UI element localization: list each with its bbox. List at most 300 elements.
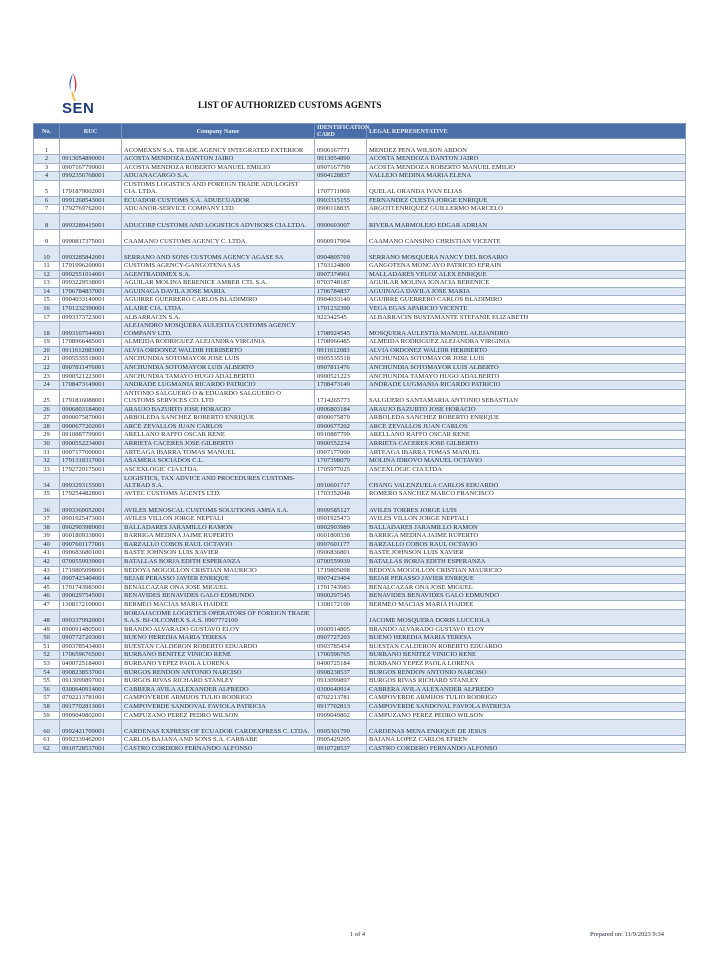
cell-no: 31 <box>34 448 60 457</box>
cell-id: 1706784837 <box>315 287 367 296</box>
cell-id: 1714265773 <box>315 389 367 405</box>
cell-rep: BEJAR PERASSO JAVIER ENRIQUE <box>367 575 686 584</box>
table-row <box>34 405 686 414</box>
table-row <box>34 515 686 524</box>
cell-company: BENALCAZAR ONA JOSE MIGUEL <box>122 583 315 592</box>
cell-company: CAMPUZANO PEREZ PEDRO WILSON <box>122 711 315 720</box>
cell-id: 0400725184 <box>315 659 367 668</box>
cell-ruc: 1792729175001 <box>60 465 122 474</box>
table-row <box>34 261 686 270</box>
cell-ruc: 0900297545001 <box>60 592 122 601</box>
cell-no: 59 <box>34 711 60 720</box>
cell-rep: GANGOTENA MONCAYO PATRICIO EFRAIN <box>367 261 686 270</box>
table-row <box>34 355 686 364</box>
cell-rep: BASTE JOHNSON LUIS XAVIER <box>367 549 686 558</box>
page-number: 1 of 4 <box>350 931 366 938</box>
cell-rep: AGUIRRE GUERRERO CARLOS BLADIMIRO <box>367 296 686 305</box>
cell-company: ALAIRE CIA. LTDA. <box>122 304 315 313</box>
cell-no: 18 <box>34 322 60 338</box>
table-row <box>34 532 686 541</box>
cell-id: 1705977025 <box>315 465 367 474</box>
cell-id: 1706596765 <box>315 651 367 660</box>
table-row <box>34 625 686 634</box>
cell-id: 0900118835 <box>315 205 367 214</box>
table-row <box>34 744 686 753</box>
cell-rep: QUELAL ORANDA IVAN ELIAS <box>367 180 686 196</box>
cell-ruc: 1719805098001 <box>60 566 122 575</box>
cell-no: 47 <box>34 600 60 609</box>
cell-id: 0703748187 <box>315 279 367 288</box>
cell-company: CARLOS BAJANA AND SONS S.A. CARBABE <box>122 736 315 745</box>
cell-company: BASTE JOHNSON LUIS XAVIER <box>122 549 315 558</box>
cell-id: 0910728537 <box>315 744 367 753</box>
cell-ruc: 0913099897001 <box>60 677 122 686</box>
cell-no: 8 <box>34 213 60 229</box>
logo <box>62 72 114 120</box>
cell-id: 0901925473 <box>315 515 367 524</box>
cell-ruc: 0903785434001 <box>60 642 122 651</box>
table-row <box>34 659 686 668</box>
cell-ruc: 0900521223001 <box>60 372 122 381</box>
cell-rep: ANCHUNDIA TAMAYO HUGO ADALBERTO <box>367 372 686 381</box>
cell-rep: ALVIA ORDONEZ WALDIR HERIBERTO <box>367 346 686 355</box>
table-row <box>34 685 686 694</box>
cell-rep: BEDOYA MOGOLLON CRISTIAN MAURICIO <box>367 566 686 575</box>
table-row <box>34 490 686 499</box>
cell-id: 0906836801 <box>315 549 367 558</box>
cell-id: 1719805098 <box>315 566 367 575</box>
cell-rep: BATALLAS BORJA EDITH ESPERANZA <box>367 558 686 567</box>
table-row <box>34 163 686 172</box>
table-row <box>34 422 686 431</box>
cell-company: ASAMERA SOCIADOS C.L. <box>122 457 315 466</box>
table-row <box>34 414 686 423</box>
cell-rep: ARRIETA CACERES JOSE GILBERTO <box>367 440 686 449</box>
cell-no: 45 <box>34 583 60 592</box>
cell-ruc: 1708473149001 <box>60 381 122 390</box>
logo-flame-icon <box>66 72 80 102</box>
cell-id: 0907727203 <box>315 634 367 643</box>
cell-company: ANCHUNDIA SOTOMAYOR LUIS ALBERTO <box>122 363 315 372</box>
cell-id: 0910887799 <box>315 431 367 440</box>
cell-id: 0900914805 <box>315 625 367 634</box>
cell-company: AGUIRRE GUERRERO CARLOS BLADIMIRO <box>122 296 315 305</box>
table-row <box>34 389 686 405</box>
cell-rep: CAMPUZANO PEREZ PEDRO WILSON <box>367 711 686 720</box>
cell-company: ACOSTA MENDOZA DANTON JAIRO <box>122 155 315 164</box>
cell-rep: ACOSTA MENDOZA DANTON JAIRO <box>367 155 686 164</box>
cell-no: 57 <box>34 694 60 703</box>
cell-ruc: 1701232390001 <box>60 304 122 313</box>
cell-ruc: 0993285842001 <box>60 245 122 261</box>
cell-no: 21 <box>34 355 60 364</box>
cell-no: 52 <box>34 651 60 660</box>
cell-no: 53 <box>34 659 60 668</box>
cell-company: ARTEAGA IBARRA TOMAS MANUEL <box>122 448 315 457</box>
cell-no: 40 <box>34 540 60 549</box>
table-row <box>34 245 686 261</box>
cell-id: 0903315155 <box>315 196 367 205</box>
cell-rep: SALGUERO SANTAMARIA ANTONIO SEBASTIAN <box>367 389 686 405</box>
cell-company: CAAMANO CUSTOMS AGENCY C. LTDA. <box>122 229 315 245</box>
cell-no: 41 <box>34 549 60 558</box>
cell-no: 43 <box>34 566 60 575</box>
cell-ruc: 1791318317001 <box>60 457 122 466</box>
cell-company: AGUINAGA DAVILA JOSE MARIA <box>122 287 315 296</box>
cell-company: ADUANACARGO S.A. <box>122 172 315 181</box>
cell-id: 0900075870 <box>315 414 367 423</box>
cell-rep: BUESTAN CALDERON ROBERTO EDUARDO <box>367 642 686 651</box>
cell-company: ALEJANDRO MOSQUERA AULESTIA CUSTOMS AGENCY COMPANY LTD. <box>122 322 315 338</box>
cell-ruc: 1701743983001 <box>60 583 122 592</box>
cell-company: ADUCORP CUSTOMS AND LOGISTICS ADVISORS CIA.LTDA. <box>122 213 315 229</box>
table-row <box>34 139 686 155</box>
cell-rep: CAMPOVERDE ARMIJOS TULIO RODRIGO <box>367 694 686 703</box>
cell-no: 32 <box>34 457 60 466</box>
table-row <box>34 363 686 372</box>
cell-id: 0900297545 <box>315 592 367 601</box>
cell-ruc: 0702213781001 <box>60 694 122 703</box>
cell-no: 20 <box>34 346 60 355</box>
cell-company: AVILES VILLON JORGE NEPTALI <box>122 515 315 524</box>
cell-company: AGUILAR MOLINA BERENICE AMBER CTL S.A. <box>122 279 315 288</box>
cell-ruc: 0993369052001 <box>60 499 122 515</box>
cell-ruc: 1791996200001 <box>60 261 122 270</box>
cell-company: ANCHUNDIA TAMAYO HUGO ADALBERTO <box>122 372 315 381</box>
cell-id: 0906803184 <box>315 405 367 414</box>
cell-ruc: 0906836801001 <box>60 549 122 558</box>
cell-id: 0917702813 <box>315 702 367 711</box>
table-row <box>34 431 686 440</box>
cell-ruc: 0700559939001 <box>60 558 122 567</box>
col-header-company: Company Name <box>122 124 315 139</box>
table-row <box>34 322 686 338</box>
table-row <box>34 677 686 686</box>
cell-no: 9 <box>34 229 60 245</box>
cell-no: 30 <box>34 440 60 449</box>
cell-company: BURBANO BENITEZ VINICIO RENE <box>122 651 315 660</box>
cell-id: 0913054890 <box>315 155 367 164</box>
cell-ruc: 0990817375001 <box>60 229 122 245</box>
cell-no: 44 <box>34 575 60 584</box>
cell-no: 6 <box>34 196 60 205</box>
cell-rep: VEGA EGAS APARICIO VICENTE <box>367 304 686 313</box>
cell-ruc: 0902903989001 <box>60 523 122 532</box>
cell-company: BRANDO ALVARADO GUSTAVO ELOY <box>122 625 315 634</box>
cell-no: 54 <box>34 668 60 677</box>
cell-no: 4 <box>34 172 60 181</box>
cell-id: 1703124800 <box>315 261 367 270</box>
cell-id: 0900603007 <box>315 213 367 229</box>
cell-no: 2 <box>34 155 60 164</box>
cell-rep: CAAMANO CANSINO CHRISTIAN VICENTE <box>367 229 686 245</box>
cell-company: ARRIETA CACERES JOSE GILBERTO <box>122 440 315 449</box>
cell-ruc: 0900914805001 <box>60 625 122 634</box>
cell-ruc: 0910728537001 <box>60 744 122 753</box>
table-row <box>34 523 686 532</box>
cell-company: ACOSTA MENDOZA ROBERTO MANUEL EMILIO <box>122 163 315 172</box>
cell-rep: ANDRADE LUGMANIA RICARDO PATRICIO <box>367 381 686 390</box>
cell-rep: BENAVIDES BENAVIDES GALO EDMUNDO <box>367 592 686 601</box>
cell-company: CUSTOMS LOGISTICS AND FOREIGN TRADE ADULOGIST CIA. LTDA. <box>122 180 315 196</box>
cell-rep: ALMEIDA RODRIGUEZ ALEJANDRA VIRGINIA <box>367 338 686 347</box>
cell-rep: ARELLANO RAFFO OSCAR RENE <box>367 431 686 440</box>
cell-id: 0907811476 <box>315 363 367 372</box>
cell-id: 0913099897 <box>315 677 367 686</box>
cell-id: 1708966485 <box>315 338 367 347</box>
cell-no: 12 <box>34 270 60 279</box>
cell-ruc: 0907811476001 <box>60 363 122 372</box>
cell-id: 0907601177 <box>315 540 367 549</box>
cell-company: AGENTRADIMEX S.A. <box>122 270 315 279</box>
table-row <box>34 609 686 625</box>
table-row <box>34 313 686 322</box>
cell-rep: AGUILAR MOLINA IGNACIA BERENICE <box>367 279 686 288</box>
cell-id: 0910601717 <box>315 474 367 490</box>
cell-id: 0907177000 <box>315 448 367 457</box>
cell-rep: BURGOS RENDON ANTONIO NARCISO <box>367 668 686 677</box>
cell-id: 0908238537 <box>315 668 367 677</box>
cell-company: ASCEXLOGIC CIA LTDA. <box>122 465 315 474</box>
cell-no: 35 <box>34 490 60 499</box>
table-row <box>34 668 686 677</box>
cell-id: 0907374961 <box>315 270 367 279</box>
cell-no: 49 <box>34 625 60 634</box>
table-row <box>34 583 686 592</box>
cell-rep: BURBANO BENITEZ VINICIO RENE <box>367 651 686 660</box>
cell-ruc: 0907177000001 <box>60 448 122 457</box>
cell-rep: AVILES VILLON JORGE NEPTALI <box>367 515 686 524</box>
cell-ruc: 0993293155001 <box>60 474 122 490</box>
cell-rep: MENDEZ PENA WILSON ABDON <box>367 139 686 155</box>
cell-id: 0904805769 <box>315 245 367 261</box>
cell-company: ARBOLEDA SANCHEZ ROBERTO ENRIQUE <box>122 414 315 423</box>
cell-id <box>315 609 367 625</box>
table-row <box>34 575 686 584</box>
cell-company: BURBANO YEPEZ PAOLA LORENA <box>122 659 315 668</box>
cell-rep: CHANG VALENZUELA CARLOS EDUARDO <box>367 474 686 490</box>
table-row <box>34 213 686 229</box>
cell-ruc: 0910887799001 <box>60 431 122 440</box>
cell-id: 1703352048 <box>315 490 367 499</box>
cell-no: 62 <box>34 744 60 753</box>
cell-id: 1708473149 <box>315 381 367 390</box>
cell-ruc <box>60 139 122 155</box>
cell-rep: CAMPOVERDE SANDOVAL FAVIOLA PATRICIA <box>367 702 686 711</box>
cell-id: 1701743983 <box>315 583 367 592</box>
cell-ruc: 0400725184001 <box>60 659 122 668</box>
col-header-rep: LEGAL REPRESENTATIVE <box>367 124 686 139</box>
cell-no: 3 <box>34 163 60 172</box>
table-row <box>34 346 686 355</box>
table-row <box>34 720 686 736</box>
cell-id: 0900521223 <box>315 372 367 381</box>
cell-company: CARDENAS EXPRESS OF ECUADOR CARDEXPRESS C. LTDA. <box>122 720 315 736</box>
cell-company: ECUADOR CUSTOMS S.A. ADUECUADOR <box>122 196 315 205</box>
cell-id: 1701232390 <box>315 304 367 313</box>
cell-rep: CABRERA AVILA ALEXANDER ALFREDO <box>367 685 686 694</box>
cell-id: 0702213781 <box>315 694 367 703</box>
table-row <box>34 651 686 660</box>
cell-ruc: 0993379920001 <box>60 609 122 625</box>
cell-ruc: 1706596765001 <box>60 651 122 660</box>
cell-ruc: 0917702813001 <box>60 702 122 711</box>
cell-company: ANTONIO SALGUERO O & EDUARDO SALGUERO O CUSTOMS SERVICES CO. LTD <box>122 389 315 405</box>
cell-rep: BENALCAZAR ONA JOSE MIGUEL <box>367 583 686 592</box>
cell-rep: BRANDO ALVARADO GUSTAVO ELOY <box>367 625 686 634</box>
cell-ruc: 0913054890001 <box>60 155 122 164</box>
cell-ruc: 0900677202001 <box>60 422 122 431</box>
cell-no: 14 <box>34 287 60 296</box>
cell-company: BURGOS RIVAS RICHARD STANLEY <box>122 677 315 686</box>
cell-ruc: 0904033149001 <box>60 296 122 305</box>
cell-company: BEDOYA MOGOLLON CRISTIAN MAURICIO <box>122 566 315 575</box>
table-row <box>34 270 686 279</box>
cell-rep: AVILES TORRES JORGE LUIS <box>367 499 686 515</box>
cell-rep: AGUINAGA DAVILA JOSE MARIA <box>367 287 686 296</box>
cell-company: ALMEIDA RODRIGUEZ ALEJANDRA VIRGINIA <box>122 338 315 347</box>
cell-id: 0904033149 <box>315 296 367 305</box>
cell-rep: ANCHUNDIA SOTOMAYOR JOSE LUIS <box>367 355 686 364</box>
cell-rep: SERRANO MOSQUERA NANCY DEL ROSARIO <box>367 245 686 261</box>
cell-company: BERMEO MACIAS MARIA HAIDEE <box>122 600 315 609</box>
cell-no: 27 <box>34 414 60 423</box>
cell-ruc: 0907727203001 <box>60 634 122 643</box>
cell-no: 19 <box>34 338 60 347</box>
cell-rep: ROMERO SANCHEZ MARCO FRANCISCO <box>367 490 686 499</box>
cell-ruc: 0907167799001 <box>60 163 122 172</box>
cell-company: BEJAR PERASSO JAVIER ENRIQUE <box>122 575 315 584</box>
cell-ruc: 0911612083001 <box>60 346 122 355</box>
cell-company: CAMPOVERDE ARMIJOS TULIO RODRIGO <box>122 694 315 703</box>
cell-id: 0700559939 <box>315 558 367 567</box>
cell-id: 0907423404 <box>315 575 367 584</box>
table-row <box>34 172 686 181</box>
cell-ruc: 0992421709001 <box>60 720 122 736</box>
cell-company: ACOMEXSN S.A. TRADE AGENCY INTEGRATED EXTERIOR <box>122 139 315 155</box>
cell-no: 16 <box>34 304 60 313</box>
cell-no: 29 <box>34 431 60 440</box>
cell-ruc: 1706784837001 <box>60 287 122 296</box>
cell-rep: ARGOTI ENRIQUEZ GUILLERMO MARCELO <box>367 205 686 214</box>
cell-company: AVILES MENOSCAL CUSTOMS SOLUTIONS AMSA S.A. <box>122 499 315 515</box>
cell-ruc: 0900075870001 <box>60 414 122 423</box>
table-row <box>34 279 686 288</box>
cell-rep: ARAUJO BAZURTO JOSE HORACIO <box>367 405 686 414</box>
table-row <box>34 155 686 164</box>
cell-rep: ARBOLEDA SANCHEZ ROBERTO ENRIQUE <box>367 414 686 423</box>
cell-no: 34 <box>34 474 60 490</box>
cell-ruc: 1708966485001 <box>60 338 122 347</box>
cell-ruc: 1791816088001 <box>60 389 122 405</box>
cell-ruc: 0909049802001 <box>60 711 122 720</box>
cell-id: 0909585127 <box>315 499 367 515</box>
cell-ruc: 0905535518001 <box>60 355 122 364</box>
prepared-date: Prepared on: 11/9/2023 9:34 <box>590 931 664 938</box>
cell-id: 1308172100 <box>315 600 367 609</box>
cell-rep: BURGOS RIVAS RICHARD STANLEY <box>367 677 686 686</box>
cell-no: 46 <box>34 592 60 601</box>
table-row <box>34 196 686 205</box>
table-header-row <box>34 124 686 139</box>
cell-no: 25 <box>34 389 60 405</box>
cell-rep: ASCEXLOGIC CIA LTDA <box>367 465 686 474</box>
cell-company: BARRIGA MEDINA JAIME RUPERTO <box>122 532 315 541</box>
cell-ruc: 0993107544001 <box>60 322 122 338</box>
cell-rep: BURBANO YEPEZ PAOLA LORENA <box>367 659 686 668</box>
cell-ruc: 0991268543001 <box>60 196 122 205</box>
cell-ruc: 1792544828001 <box>60 490 122 499</box>
cell-rep: BAJANA LOPEZ CARLOS EFREN <box>367 736 686 745</box>
cell-ruc: 0907601177001 <box>60 540 122 549</box>
cell-ruc: 0993373723001 <box>60 313 122 322</box>
cell-no: 1 <box>34 139 60 155</box>
cell-ruc: 1308172100001 <box>60 600 122 609</box>
cell-company: CASTRO CORDERO FERNANDO ALFONSO <box>122 744 315 753</box>
cell-rep: ANCHUNDIA SOTOMAYOR LUIS ALBERTO <box>367 363 686 372</box>
cell-company: BUENO HEREDIA MARIA TERESA <box>122 634 315 643</box>
table-row <box>34 465 686 474</box>
cell-ruc: 0300640914001 <box>60 685 122 694</box>
cell-company: CAMPOVERDE SANDOVAL FAVIOLA PATRICIA <box>122 702 315 711</box>
cell-ruc: 0993229538001 <box>60 279 122 288</box>
table-row <box>34 634 686 643</box>
cell-no: 56 <box>34 685 60 694</box>
table-row <box>34 440 686 449</box>
table-row <box>34 180 686 196</box>
cell-ruc: 0992356768001 <box>60 172 122 181</box>
table-row <box>34 499 686 515</box>
cell-rep: ARTEAGA IBARRA TOMAS MANUEL <box>367 448 686 457</box>
table-row <box>34 205 686 214</box>
table-row <box>34 304 686 313</box>
cell-rep: BUENO HEREDIA MARIA TERESA <box>367 634 686 643</box>
cell-rep: BALLADARES JARAMILLO RAMON <box>367 523 686 532</box>
cell-no: 61 <box>34 736 60 745</box>
cell-rep: ALBARRACIN BUSTAMANTE STEFANIE ELIZABETH <box>367 313 686 322</box>
table-row <box>34 338 686 347</box>
table-row <box>34 229 686 245</box>
table-row <box>34 702 686 711</box>
cell-id: 0300640914 <box>315 685 367 694</box>
cell-id: 1707711069 <box>315 180 367 196</box>
cell-company: ARAUJO BAZURTO JOSE HORACIO <box>122 405 315 414</box>
cell-company: ALVIA ORDONEZ WALDIR HERIBERTO <box>122 346 315 355</box>
cell-no: 48 <box>34 609 60 625</box>
cell-no: 58 <box>34 702 60 711</box>
table-row <box>34 381 686 390</box>
cell-id: 0907167799 <box>315 163 367 172</box>
cell-ruc: 0993289415001 <box>60 213 122 229</box>
cell-company: ALBARRACIN S.A. <box>122 313 315 322</box>
cell-id: 0905535518 <box>315 355 367 364</box>
cell-ruc: 0992339462001 <box>60 736 122 745</box>
col-header-ruc: RUC <box>60 124 122 139</box>
cell-company: ADUANOR-SERVICE COMPANY LTD <box>122 205 315 214</box>
cell-no: 60 <box>34 720 60 736</box>
table-row <box>34 642 686 651</box>
cell-no: 51 <box>34 642 60 651</box>
cell-id: 0900552234 <box>315 440 367 449</box>
cell-id: 0900677202 <box>315 422 367 431</box>
cell-rep: MOLINA IDROVO MANUEL OCTAVIO <box>367 457 686 466</box>
cell-no: 37 <box>34 515 60 524</box>
table-row <box>34 558 686 567</box>
cell-id: 0601809338 <box>315 532 367 541</box>
cell-rep: CASTRO CORDERO FERNANDO ALFONSO <box>367 744 686 753</box>
cell-ruc: 1791879002001 <box>60 180 122 196</box>
cell-rep: BARRIGA MEDINA JAIME RUPERTO <box>367 532 686 541</box>
